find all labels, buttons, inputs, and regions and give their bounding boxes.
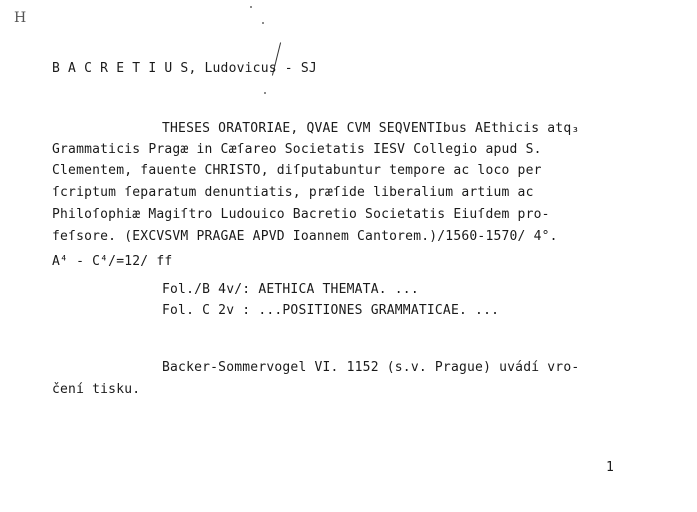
smudge-dot — [262, 22, 264, 24]
title-line: feſsore. (EXCVSVM PRAGAE APVD Ioannem Cantorem.)/1560-1570/ 4°. — [52, 229, 558, 244]
title-line: Philoſophiæ Magiſtro Ludouico Bacretio Societatis Eiuſdem pro- — [52, 207, 550, 222]
folio-line: Fol. C 2v : ...POSITIONES GRAMMATICAE. ... — [162, 303, 500, 318]
note-line: čení tisku. — [52, 382, 141, 397]
folio-line: Fol./B 4v/: AETHICA THEMATA. ... — [162, 282, 419, 297]
corner-mark: H — [14, 10, 27, 26]
title-line: THESES ORATORIAE, QVAE CVM SEQVENTIbus AEthicis atq₃ — [162, 121, 580, 136]
page-number: 1 — [606, 460, 615, 475]
smudge-dot — [250, 6, 252, 8]
card-heading: B A C R E T I U S, Ludovicus - SJ — [52, 61, 317, 76]
title-line: ſcriptum ſeparatum denuntiatis, præſide liberalium artium ac — [52, 185, 534, 200]
title-line: Clementem, fauente CHRISTO, diſputabuntur tempore ac loco per — [52, 163, 542, 178]
title-line: Grammaticis Pragæ in Cæſareo Societatis IESV Collegio apud S. — [52, 142, 542, 157]
note-line: Backer-Sommervogel VI. 1152 (s.v. Prague) uvádí vro- — [162, 360, 580, 375]
smudge-dot — [264, 92, 266, 94]
collation-line: A⁴ - C⁴/=12/ ff — [52, 254, 173, 269]
